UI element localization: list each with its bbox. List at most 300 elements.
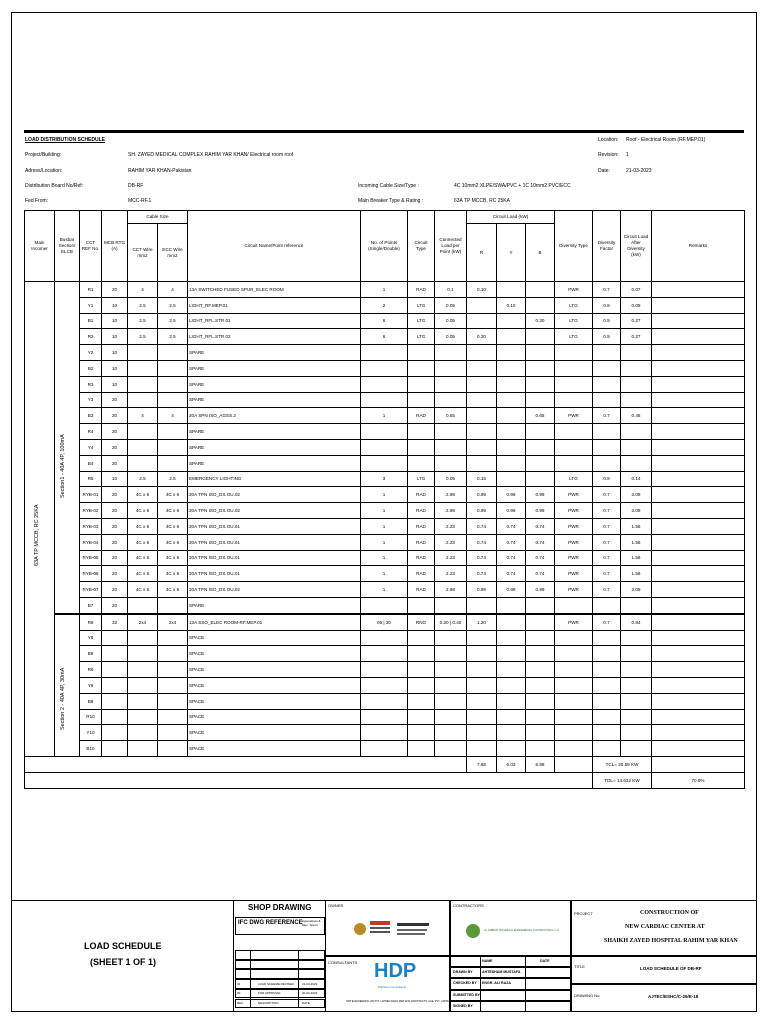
cell-points	[361, 424, 408, 440]
cell-circuit-name: SPARE	[188, 455, 361, 471]
cell-after-diversity	[621, 630, 652, 646]
cell-cct-wire	[128, 360, 158, 376]
cell-circuit-name: SPARE	[188, 392, 361, 408]
cell-mcb	[102, 741, 128, 757]
address-value: RAHIM YAR KHAN-Pakistan	[128, 168, 192, 174]
table-row	[25, 439, 745, 455]
cell-diversity-type	[555, 630, 593, 646]
cell-connected-load	[435, 630, 467, 646]
cell-diversity-factor: 0.7	[593, 487, 621, 503]
cell-cct-ref: B2	[80, 360, 102, 376]
cell-circuit-name: SPARE	[188, 376, 361, 392]
cell-cct-wire: 4C x 6	[128, 566, 158, 582]
cell-cct-wire	[128, 646, 158, 662]
cell-load-r	[467, 662, 497, 678]
cell-after-diversity	[621, 360, 652, 376]
total-pct: 70.9%	[652, 772, 745, 788]
breaker-label: Main Breaker Type & Rating :	[358, 198, 424, 204]
cell-load-y: 0.10	[497, 297, 526, 313]
cell-circuit-type	[408, 725, 435, 741]
cell-diversity-type	[555, 597, 593, 613]
cell-points	[361, 439, 408, 455]
revision-row	[235, 950, 325, 960]
cell-diversity-type: PWR	[555, 503, 593, 519]
cell-mcb: 20	[102, 439, 128, 455]
cell-diversity-factor	[593, 392, 621, 408]
cell-circuit-name: 13A SWITCHED FUSED SPUR_ELEC ROOM	[188, 282, 361, 298]
cell-mcb: 10	[102, 360, 128, 376]
cell-connected-load: 2.98	[435, 582, 467, 598]
cell-load-r: 0.74	[467, 534, 497, 550]
cell-load-y	[497, 329, 526, 345]
cell-load-b	[526, 297, 555, 313]
cell-mcb	[102, 662, 128, 678]
cell-connected-load	[435, 439, 467, 455]
cell-ecc-wire	[158, 597, 188, 613]
cell-points: 1	[361, 550, 408, 566]
cell-load-r: 0.99	[467, 582, 497, 598]
cell-circuit-type: RAD	[408, 550, 435, 566]
cell-circuit-type: RAD	[408, 582, 435, 598]
cell-mcb: 20	[102, 282, 128, 298]
cell-diversity-factor	[593, 693, 621, 709]
cell-cct-ref: R1	[80, 282, 102, 298]
fed-label: Fed From:	[25, 198, 49, 204]
cell-remarks	[652, 439, 745, 455]
cell-load-r: 1.20	[467, 614, 497, 630]
cell-cct-wire: 4C x 6	[128, 487, 158, 503]
cell-diversity-type	[555, 662, 593, 678]
cell-remarks	[652, 360, 745, 376]
cell-cct-wire	[128, 741, 158, 757]
sign-cell: SIGNED BY	[453, 1003, 473, 1008]
cell-connected-load	[435, 677, 467, 693]
cell-cct-wire	[128, 597, 158, 613]
cell-cct-wire	[128, 630, 158, 646]
cell-remarks	[652, 534, 745, 550]
cell-circuit-type	[408, 597, 435, 613]
cell-circuit-type	[408, 662, 435, 678]
cell-mcb	[102, 693, 128, 709]
cell-mcb: 20	[102, 424, 128, 440]
table-row	[25, 709, 745, 725]
cell-diversity-factor	[593, 662, 621, 678]
cell-diversity-factor	[593, 345, 621, 361]
cell-connected-load	[435, 376, 467, 392]
cell-ecc-wire	[158, 455, 188, 471]
cell-load-y	[497, 408, 526, 424]
cell-after-diversity	[621, 741, 652, 757]
cell-load-y	[497, 597, 526, 613]
cell-diversity-type	[555, 709, 593, 725]
cell-connected-load: 0.20 | 0.40	[435, 614, 467, 630]
revision-cell: DATE	[302, 1001, 310, 1005]
cell-remarks	[652, 376, 745, 392]
cell-points	[361, 693, 408, 709]
cell-points	[361, 725, 408, 741]
sign-divider	[525, 956, 526, 1012]
cell-after-diversity: 1.56	[621, 518, 652, 534]
cell-connected-load	[435, 741, 467, 757]
col-points: No. of Points (Single/Double)	[361, 211, 408, 282]
table-row	[25, 282, 745, 298]
cell-mcb: 10	[102, 313, 128, 329]
col-r: R	[467, 224, 497, 282]
cell-cct-wire: 4C x 6	[128, 503, 158, 519]
revision-label: Revision:	[598, 152, 619, 158]
cell-load-y	[497, 662, 526, 678]
cell-load-y	[497, 282, 526, 298]
cell-diversity-type: PWR	[555, 582, 593, 598]
col-circuit-type: Circuit Type	[408, 211, 435, 282]
cell-ecc-wire: 2.5	[158, 329, 188, 345]
contractor-logo	[466, 924, 480, 938]
hdp-address: HDP ENGINEERING (M) PVT. LIMITED FIELD MEP ENG ARCHITECTS, UAE, PVT. LIMITED	[346, 1000, 451, 1003]
cell-circuit-name: 20A TPN ISO_DX.OU.02	[188, 503, 361, 519]
col-cct-wire: CCT Wire mm2	[128, 224, 158, 282]
cell-after-diversity	[621, 424, 652, 440]
cell-ecc-wire	[158, 677, 188, 693]
cell-circuit-type: RAD	[408, 282, 435, 298]
cell-remarks	[652, 408, 745, 424]
cell-points	[361, 741, 408, 757]
cell-ecc-wire: 4	[158, 408, 188, 424]
cell-diversity-type	[555, 439, 593, 455]
cell-points	[361, 376, 408, 392]
cell-connected-load: 2.23	[435, 550, 467, 566]
cell-circuit-name: EMERGENCY LIGHTING	[188, 471, 361, 487]
cell-load-r	[467, 345, 497, 361]
cell-diversity-type: PWR	[555, 408, 593, 424]
table-row	[25, 487, 745, 503]
cell-remarks	[652, 313, 745, 329]
total-y: 6.03	[497, 756, 526, 772]
cell-remarks	[652, 677, 745, 693]
drawing-no-label: DRAWING No.	[574, 993, 601, 998]
total-tcl: TCL= 20.59 KW	[593, 756, 652, 772]
cell-cct-wire	[128, 662, 158, 678]
cell-mcb: 20	[102, 550, 128, 566]
cell-mcb: 20	[102, 518, 128, 534]
cell-connected-load: 2.98	[435, 487, 467, 503]
cell-points: 1	[361, 503, 408, 519]
cell-load-b	[526, 471, 555, 487]
cell-diversity-factor: 0.9	[593, 313, 621, 329]
cell-load-y	[497, 376, 526, 392]
cell-points: 6	[361, 313, 408, 329]
cell-cct-ref: B1	[80, 313, 102, 329]
cell-after-diversity: 0.27	[621, 313, 652, 329]
cell-circuit-type: RAD	[408, 518, 435, 534]
cell-cct-ref: RYB-05	[80, 550, 102, 566]
cell-points	[361, 392, 408, 408]
cell-points: 1	[361, 534, 408, 550]
cell-connected-load	[435, 725, 467, 741]
cell-diversity-type: LTG	[555, 297, 593, 313]
cell-remarks	[652, 455, 745, 471]
col-busbar: Busbar Section/ ELCB	[55, 211, 80, 282]
cell-mcb	[102, 630, 128, 646]
cell-load-b	[526, 677, 555, 693]
cell-circuit-name: 20A TPN ISO_DX.OU.02	[188, 582, 361, 598]
sheet-title: LOAD SCHEDULE	[84, 941, 162, 951]
cell-circuit-name: SPACE	[188, 630, 361, 646]
cell-load-r: 0.99	[467, 487, 497, 503]
cell-cct-ref: R10	[80, 709, 102, 725]
cell-load-r: 0.74	[467, 566, 497, 582]
cell-load-b	[526, 597, 555, 613]
cell-remarks	[652, 741, 745, 757]
cell-circuit-type	[408, 360, 435, 376]
cell-mcb	[102, 646, 128, 662]
cell-circuit-name: SPARE	[188, 360, 361, 376]
cell-diversity-type	[555, 392, 593, 408]
cell-mcb: 20	[102, 503, 128, 519]
cell-connected-load: 2.23	[435, 534, 467, 550]
cell-cct-wire	[128, 345, 158, 361]
address-label: Adress/Location:	[25, 168, 63, 174]
cell-ecc-wire	[158, 360, 188, 376]
sign-cell: CHECKED BY	[453, 981, 477, 986]
cell-connected-load: 2.98	[435, 503, 467, 519]
cell-cct-ref: Y4	[80, 439, 102, 455]
incoming-label: Incoming Cable Size/Type :	[358, 183, 419, 189]
cell-remarks	[652, 424, 745, 440]
cell-remarks	[652, 518, 745, 534]
cell-cct-wire: 4C x 6	[128, 518, 158, 534]
cell-points: 1	[361, 408, 408, 424]
cell-load-r: 0.15	[467, 471, 497, 487]
cell-load-y: 0.99	[497, 582, 526, 598]
cell-cct-ref: RYB-01	[80, 487, 102, 503]
cell-load-y	[497, 471, 526, 487]
cell-circuit-name: LIGHT_RF.MEP.01	[188, 297, 361, 313]
cell-ecc-wire: 4C x 6	[158, 503, 188, 519]
cell-connected-load	[435, 392, 467, 408]
cell-cct-ref: Y10	[80, 725, 102, 741]
cell-remarks	[652, 566, 745, 582]
cell-load-b	[526, 329, 555, 345]
cell-points: 05 | 30	[361, 614, 408, 630]
cell-cct-wire: 4C x 6	[128, 534, 158, 550]
cell-cct-wire: 4C x 6	[128, 550, 158, 566]
cell-after-diversity: 0.27	[621, 329, 652, 345]
cell-connected-load	[435, 345, 467, 361]
project-value: SH. ZAYED MEDICAL COMPLEX RAHIM YAR KHAN/ Electrical room roof	[128, 152, 294, 158]
cell-diversity-type	[555, 677, 593, 693]
project-line3: SHAIKH ZAYED HOSPITAL RAHIM YAR KHAN	[604, 938, 738, 944]
cell-cct-ref: RYB-06	[80, 566, 102, 582]
revision-cell: 00	[237, 991, 241, 996]
cell-cct-ref: B9	[80, 693, 102, 709]
cell-after-diversity	[621, 677, 652, 693]
table-row	[25, 534, 745, 550]
cell-remarks	[652, 392, 745, 408]
section2-label: Section 2 - 40A 4P, 30mA	[60, 667, 66, 730]
cell-connected-load: 0.05	[435, 313, 467, 329]
cell-diversity-factor: 0.9	[593, 471, 621, 487]
title-value: LOAD SCHEDULE OF DB-RF	[640, 966, 702, 971]
cell-diversity-type	[555, 646, 593, 662]
cell-remarks	[652, 614, 745, 630]
cell-diversity-type	[555, 376, 593, 392]
cell-diversity-factor: 0.7	[593, 614, 621, 630]
cell-circuit-name: 20A TPN ISO_DX.OU.01	[188, 550, 361, 566]
revision-divider	[298, 950, 299, 1008]
board-value: DB-RF	[128, 183, 144, 189]
cell-load-b	[526, 614, 555, 630]
table-row	[25, 677, 745, 693]
cell-circuit-type: RAD	[408, 566, 435, 582]
cell-points: 1	[361, 566, 408, 582]
cell-connected-load: 2.23	[435, 518, 467, 534]
cell-load-y: 0.74	[497, 566, 526, 582]
date-label: Date:	[598, 168, 610, 174]
cell-mcb: 10	[102, 297, 128, 313]
cell-remarks	[652, 693, 745, 709]
cell-circuit-type	[408, 455, 435, 471]
revision-cell: FOR APPROVAL	[258, 991, 281, 996]
cell-cct-ref: Y2	[80, 345, 102, 361]
cell-mcb: 20	[102, 392, 128, 408]
cell-diversity-type	[555, 725, 593, 741]
load-table	[24, 210, 745, 789]
cell-load-r	[467, 693, 497, 709]
cell-remarks	[652, 550, 745, 566]
cell-diversity-type	[555, 693, 593, 709]
cell-circuit-type	[408, 376, 435, 392]
cell-diversity-type	[555, 741, 593, 757]
cell-diversity-type	[555, 424, 593, 440]
cell-cct-ref: R9	[80, 662, 102, 678]
sign-cell: SUBMITTED BY	[453, 992, 480, 997]
cell-load-y	[497, 693, 526, 709]
cell-diversity-type: PWR	[555, 282, 593, 298]
cell-after-diversity: 1.56	[621, 566, 652, 582]
appendix: Appendixes & Elec. Specs	[302, 919, 321, 927]
table-row	[25, 725, 745, 741]
table-row	[25, 471, 745, 487]
cell-diversity-factor: 0.7	[593, 518, 621, 534]
col-circuit-load: Circuit Load (kW)	[467, 211, 555, 224]
location-value: Roof - Electrical Room (RF.MEP.01)	[626, 137, 706, 143]
cell-cct-wire: 2.5	[128, 471, 158, 487]
cell-diversity-type	[555, 455, 593, 471]
revision-cell: REV.	[237, 1001, 244, 1005]
cell-after-diversity	[621, 725, 652, 741]
cell-cct-ref: RYB-04	[80, 534, 102, 550]
table-row	[25, 741, 745, 757]
cell-load-r: 0.30	[467, 329, 497, 345]
cell-ecc-wire	[158, 345, 188, 361]
cell-connected-load	[435, 424, 467, 440]
cell-diversity-factor	[593, 646, 621, 662]
cell-load-y: 0.74	[497, 518, 526, 534]
date-value: 21-03-2023	[626, 168, 652, 174]
cell-diversity-factor: 0.7	[593, 534, 621, 550]
cell-after-diversity: 2.09	[621, 582, 652, 598]
cell-load-b: 0.65	[526, 408, 555, 424]
cell-mcb: 20	[102, 566, 128, 582]
cell-mcb	[102, 725, 128, 741]
cell-load-b: 0.74	[526, 534, 555, 550]
cell-load-b	[526, 709, 555, 725]
cell-diversity-factor	[593, 725, 621, 741]
cell-diversity-factor	[593, 360, 621, 376]
cell-after-diversity	[621, 646, 652, 662]
cell-load-b	[526, 741, 555, 757]
sign-divider	[480, 956, 481, 1012]
cell-points: 1	[361, 487, 408, 503]
cell-load-r	[467, 439, 497, 455]
cell-connected-load	[435, 662, 467, 678]
col-y: Y	[497, 224, 526, 282]
cell-load-y	[497, 614, 526, 630]
cell-points	[361, 662, 408, 678]
tb-divider	[233, 900, 234, 1012]
cell-circuit-type	[408, 741, 435, 757]
cell-diversity-type	[555, 360, 593, 376]
consultants-label: CONSULTANTS	[328, 960, 358, 965]
cell-load-b	[526, 662, 555, 678]
table-row	[25, 313, 745, 329]
cell-circuit-name: SPARE	[188, 345, 361, 361]
cell-mcb: 10	[102, 345, 128, 361]
col-circuit-name: Circuit Name/Point reference	[188, 211, 361, 282]
total-tdl: TDL= 14.632 KW	[593, 772, 652, 788]
cell-ecc-wire	[158, 646, 188, 662]
cell-diversity-factor: 0.7	[593, 566, 621, 582]
cell-diversity-factor	[593, 597, 621, 613]
cell-after-diversity: 0.09	[621, 297, 652, 313]
cell-ecc-wire: 4C x 6	[158, 582, 188, 598]
cell-after-diversity: 1.56	[621, 550, 652, 566]
cell-connected-load: 2.23	[435, 566, 467, 582]
revision-row	[235, 969, 325, 979]
cell-load-r	[467, 597, 497, 613]
cell-cct-ref: B7	[80, 597, 102, 613]
cell-after-diversity	[621, 597, 652, 613]
cell-remarks	[652, 582, 745, 598]
cell-ecc-wire	[158, 693, 188, 709]
cell-load-b	[526, 646, 555, 662]
cell-ecc-wire: 4C x 6	[158, 518, 188, 534]
cell-cct-wire	[128, 392, 158, 408]
cell-mcb: 20	[102, 534, 128, 550]
table-row	[25, 360, 745, 376]
col-diversity-factor: Diversity Factor	[593, 211, 621, 282]
cell-cct-ref: Y1	[80, 297, 102, 313]
cell-diversity-type: PWR	[555, 518, 593, 534]
col-cct-ref: CCT REF No.	[80, 211, 102, 282]
cell-load-y	[497, 741, 526, 757]
cell-after-diversity: 0.14	[621, 471, 652, 487]
col-after-diversity: Circuit Load After Diversity (kW)	[621, 211, 652, 282]
revision-value: 1	[626, 152, 629, 158]
cell-diversity-type: LTG	[555, 313, 593, 329]
cell-connected-load	[435, 709, 467, 725]
cell-circuit-name: LIGHT_RFL.STR.01	[188, 313, 361, 329]
cell-load-r	[467, 741, 497, 757]
cell-load-r	[467, 455, 497, 471]
cell-remarks	[652, 487, 745, 503]
cell-circuit-name: SPACE	[188, 725, 361, 741]
sign-row	[450, 956, 571, 967]
cell-cct-wire: 2.5	[128, 329, 158, 345]
cell-points	[361, 597, 408, 613]
cell-load-y	[497, 360, 526, 376]
cell-mcb: 10	[102, 471, 128, 487]
